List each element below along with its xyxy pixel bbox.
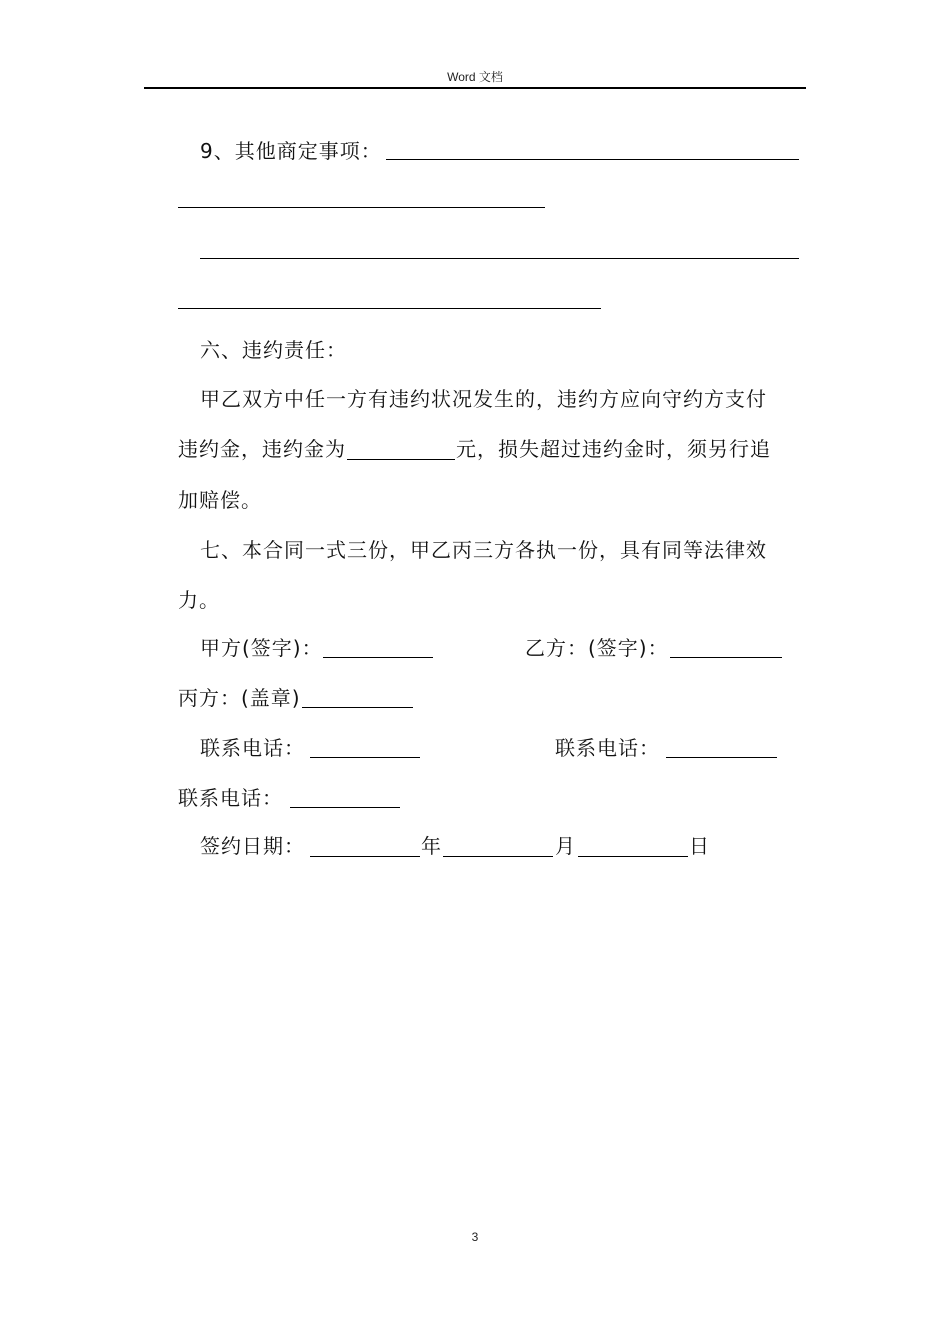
- month-label: 月: [555, 834, 576, 858]
- section6-paragraph-line3: 加赔偿。: [178, 488, 262, 512]
- party-a-phone-label: 联系电话：: [200, 736, 305, 760]
- day-blank: [578, 856, 688, 857]
- section7-line2: 力。: [178, 588, 220, 612]
- party-c-seal-blank: [302, 707, 413, 708]
- item9-blank-2: [178, 207, 545, 208]
- item9-blank-3: [200, 258, 799, 259]
- day-label: 日: [689, 834, 710, 858]
- party-b-phone-blank: [666, 757, 777, 758]
- section6-heading: 六、违约责任：: [200, 338, 347, 362]
- section6-paragraph-line2: [178, 436, 771, 462]
- page-header-title: Word 文档: [447, 70, 503, 84]
- party-a-phone-blank: [310, 757, 420, 758]
- penalty-amount-blank: [347, 459, 455, 460]
- item9-label: 9、其他商定事项：: [200, 139, 382, 163]
- month-blank: [443, 856, 553, 857]
- party-b-phone-label: 联系电话：: [555, 736, 660, 760]
- section7-line1: 七、本合同一式三份，甲乙丙三方各执一份，具有同等法律效: [200, 538, 767, 562]
- party-b-signature-blank: [670, 657, 782, 658]
- party-a-signature-label: 甲方(签字)：: [200, 636, 323, 660]
- item9-blank-4: [178, 308, 601, 309]
- party-c-phone-label: 联系电话：: [178, 786, 283, 810]
- section6-penalty-suffix: 元，损失超过违约金时，须另行追: [456, 437, 771, 461]
- section6-penalty-prefix: 违约金，违约金为: [178, 437, 346, 461]
- party-a-signature-blank: [323, 657, 433, 658]
- item9-blank-1: [386, 159, 799, 160]
- party-b-signature-label: 乙方：(签字)：: [525, 636, 669, 660]
- section6-paragraph-line1: 甲乙双方中任一方有违约状况发生的，违约方应向守约方支付: [200, 387, 767, 411]
- party-c-phone-blank: [290, 807, 400, 808]
- header-divider: [144, 87, 806, 89]
- party-c-seal-label: 丙方：(盖章): [178, 686, 301, 710]
- year-blank: [310, 856, 420, 857]
- page-number: 3: [471, 1230, 479, 1244]
- year-label: 年: [421, 834, 442, 858]
- signing-date-label: 签约日期：: [200, 834, 305, 858]
